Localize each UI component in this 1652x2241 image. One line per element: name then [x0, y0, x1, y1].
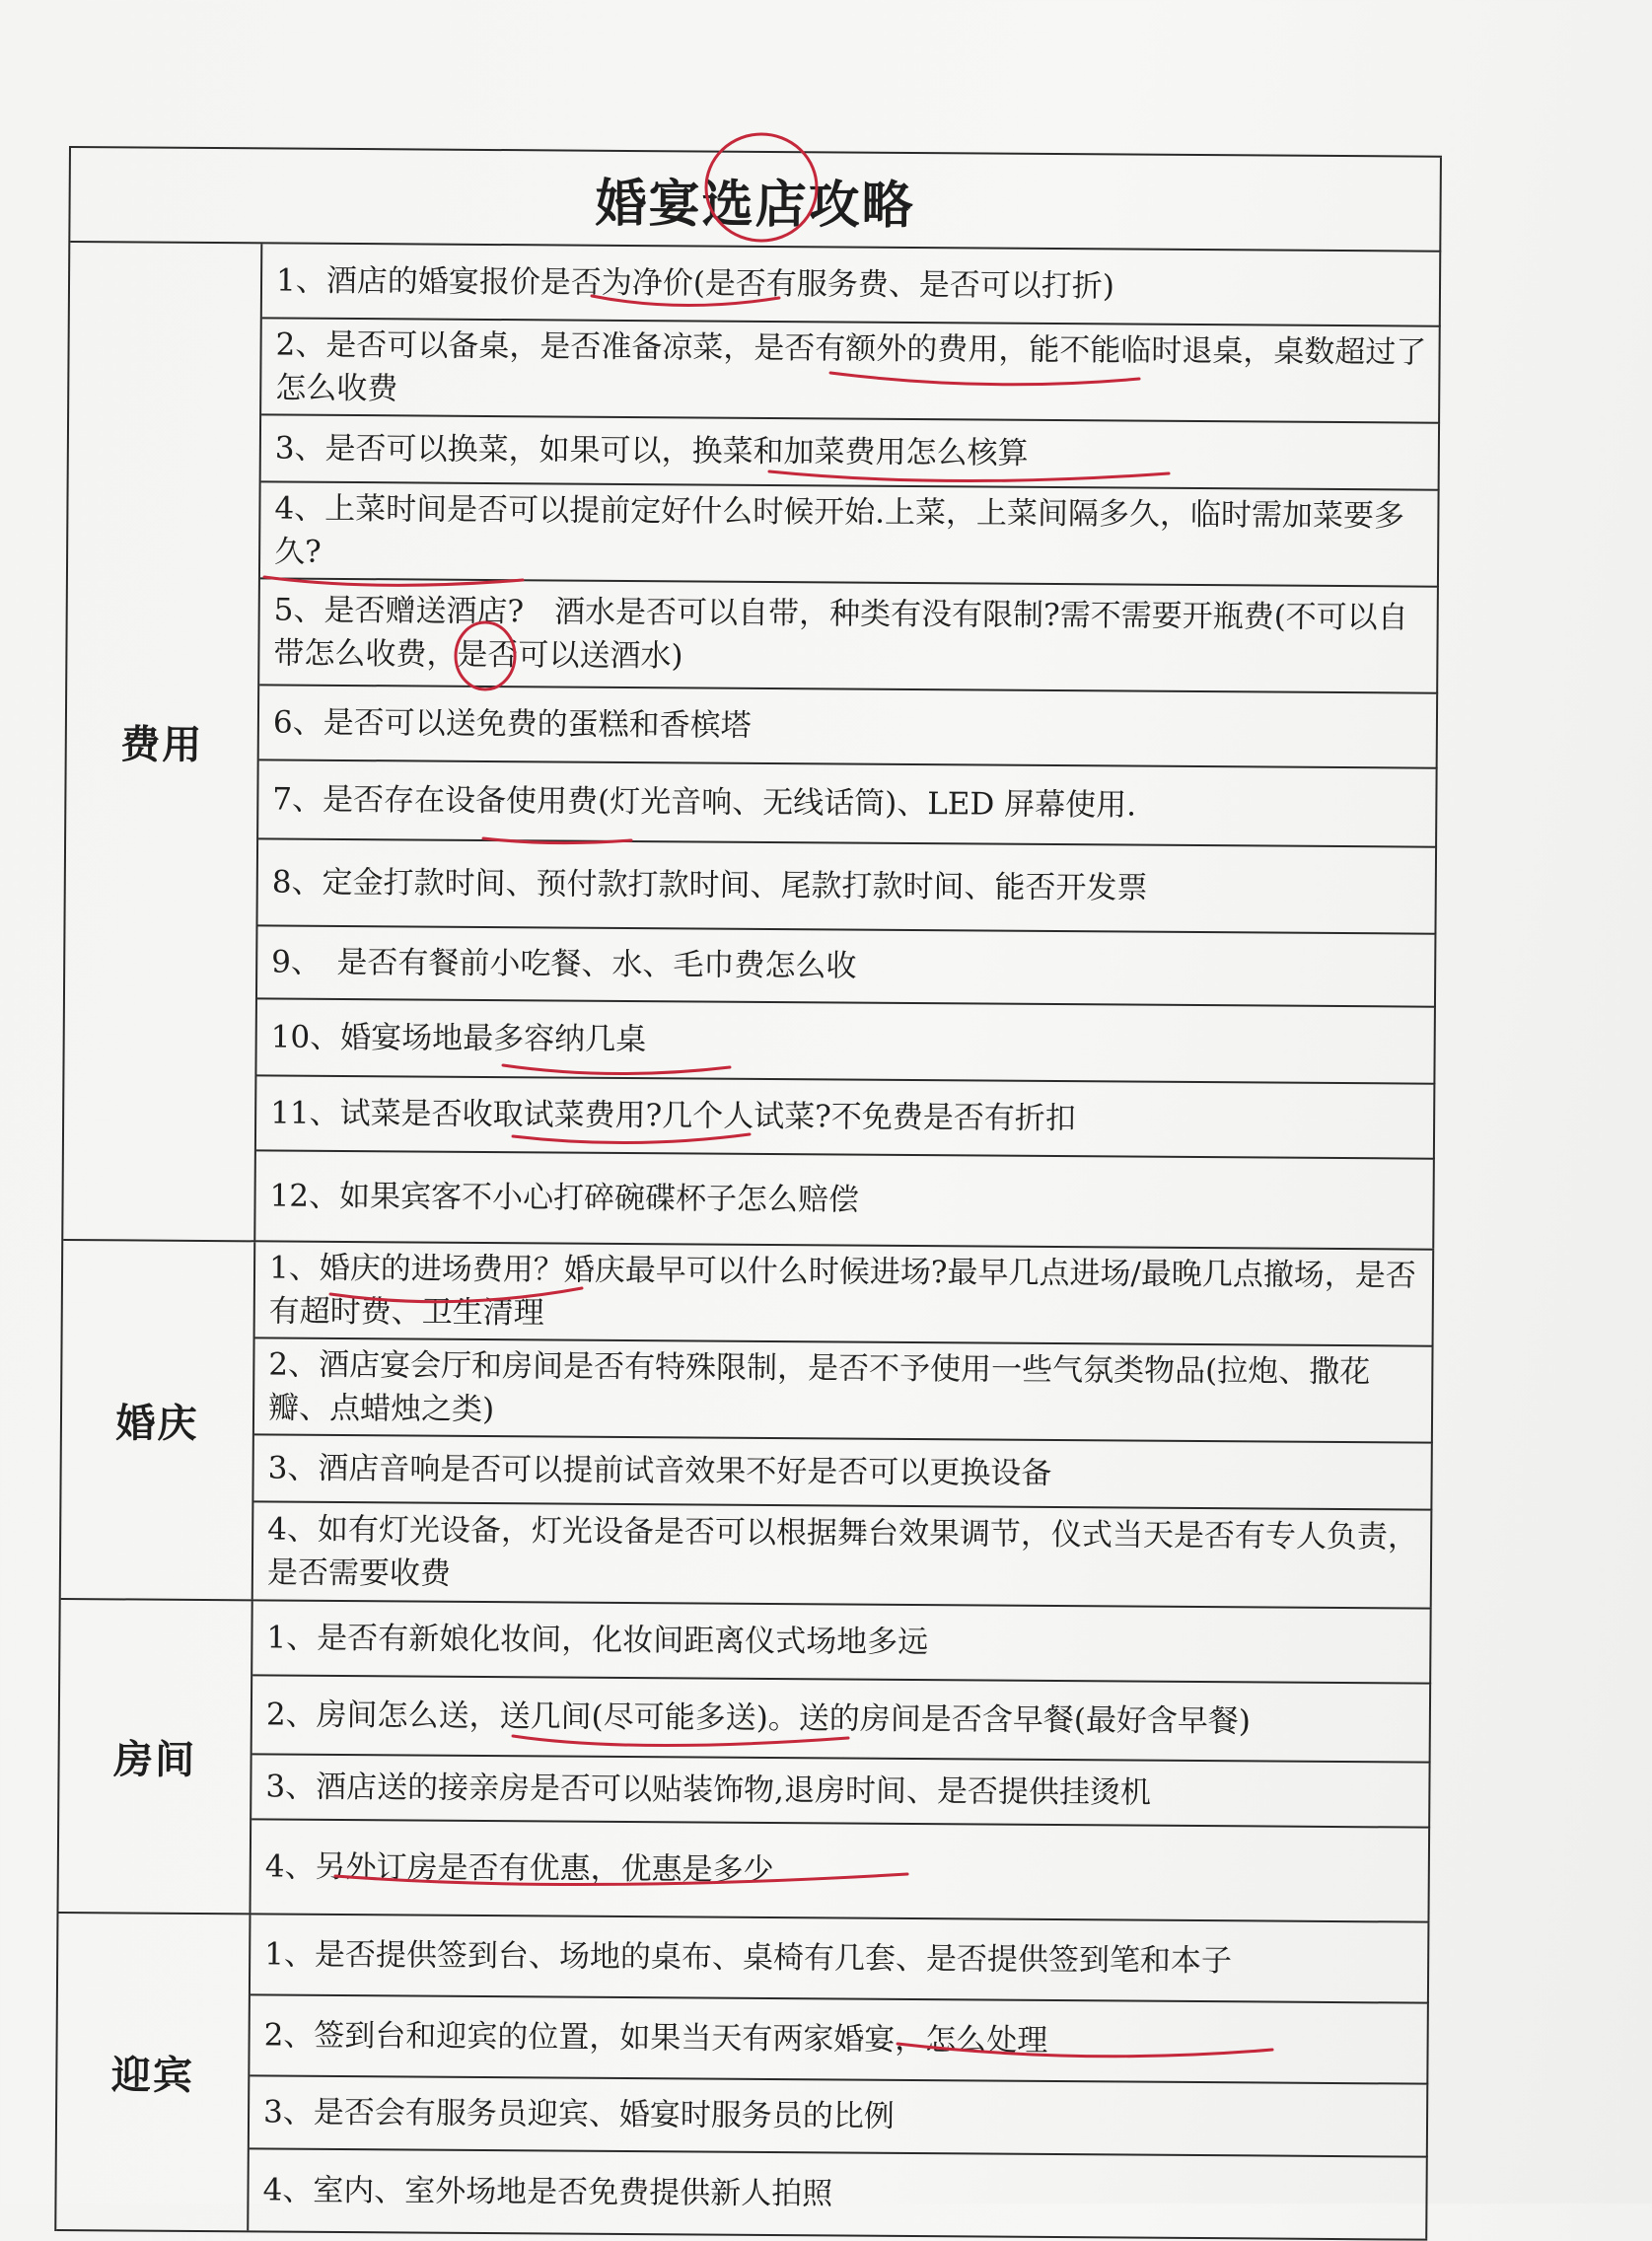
list-item: 2、签到台和迎宾的位置，如果当天有两家婚宴，怎么处理 — [250, 1995, 1429, 2084]
list-item: 3、酒店音响是否可以提前试音效果不好是否可以更换设备 — [253, 1435, 1432, 1510]
section-fees — [63, 243, 1441, 1251]
list-item: 10、婚宴场地最多容纳几桌 — [256, 999, 1436, 1084]
list-item: 3、是否会有服务员迎宾、婚宴时服务员的比例 — [250, 2076, 1428, 2157]
list-item: 2、是否可以备桌，是否准备凉菜，是否有额外的费用，能不能临时退桌，桌数超过了怎么收费 — [261, 319, 1441, 423]
list-item: 4、上菜时间是否可以提前定好什么时候开始.上菜，上菜间隔多久，临时需加菜要多久? — [260, 482, 1440, 587]
category-label: 迎宾 — [56, 1914, 251, 2230]
list-item: 2、酒店宴会厅和房间是否有特殊限制，是否不予使用一些气氛类物品(拉炮、撒花瓣、点蜡烛之类) — [254, 1338, 1434, 1443]
list-item: 1、是否提供签到台、场地的桌布、桌椅有几套、是否提供签到笔和本子 — [251, 1915, 1430, 2003]
list-item: 1、酒店的婚宴报价是否为净价(是否有服务费、是否可以打折) — [262, 244, 1442, 326]
list-item: 1、婚庆的进场费用？婚庆最早可以什么时候进场?最早几点进场/最晚几点撤场，是否有超时费、卫生清理 — [255, 1242, 1435, 1346]
section-reception — [56, 1914, 1429, 2241]
category-label: 房间 — [59, 1600, 253, 1913]
section-wedding-planner — [61, 1241, 1435, 1610]
list-item: 3、是否可以换菜，如果可以，换菜和加菜费用怎么核算 — [261, 415, 1440, 490]
list-item: 4、室内、室外场地是否免费提供新人拍照 — [249, 2149, 1428, 2238]
category-label: 费用 — [63, 243, 262, 1240]
list-item: 12、如果宾客不小心打碎碗碟杯子怎么赔偿 — [255, 1151, 1435, 1248]
list-item: 6、是否可以送免费的蛋糕和香槟塔 — [259, 686, 1439, 768]
list-item: 4、如有灯光设备，灯光设备是否可以根据舞台效果调节，仪式当天是否有专人负责，是否需要收费 — [253, 1502, 1433, 1607]
list-item: 11、试菜是否收取试菜费用?几个人试菜?不免费是否有折扣 — [256, 1076, 1436, 1159]
list-item: 5、是否赠送酒店? 酒水是否可以自带，种类有没有限制?需不需要开瓶费(不可以自带怎么收费，是否可以送酒水) — [259, 579, 1439, 693]
list-item: 1、是否有新娘化妆间，化妆间距离仪式场地多远 — [252, 1601, 1432, 1684]
list-item: 8、定金打款时间、预付款打款时间、尾款打款时间、能否开发票 — [257, 839, 1437, 934]
checklist-table — [54, 146, 1442, 2241]
list-item: 7、是否存在设备使用费(灯光音响、无线话筒)、LED 屏幕使用. — [258, 760, 1438, 847]
list-item: 3、酒店送的接亲房是否可以贴装饰物,退房时间、是否提供挂烫机 — [251, 1755, 1430, 1828]
list-item: 9、 是否有餐前小吃餐、水、毛巾费怎么收 — [257, 926, 1436, 1007]
page-title: 婚宴选店攻略 — [70, 148, 1442, 253]
list-item: 2、房间怎么送，送几间(尽可能多送)。送的房间是否含早餐(最好含早餐) — [252, 1676, 1432, 1763]
section-rooms — [58, 1600, 1431, 1923]
list-item: 4、另外订房是否有优惠，优惠是多少 — [251, 1820, 1430, 1920]
category-label: 婚庆 — [61, 1241, 256, 1599]
